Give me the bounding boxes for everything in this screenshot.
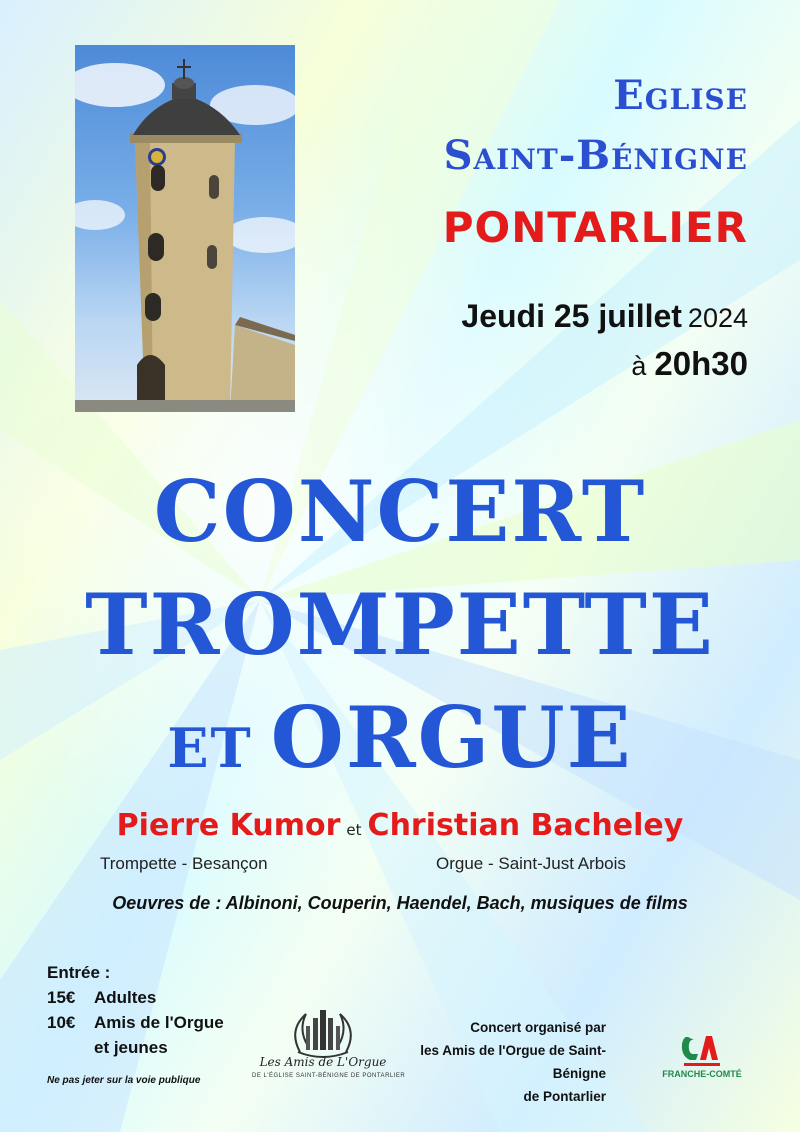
artist2-role: Orgue - Saint-Just Arbois [436, 854, 626, 873]
title-line1: CONCERT [153, 462, 647, 561]
artist1-name: Pierre Kumor [116, 808, 341, 843]
title-line3-big: ORGUE [270, 688, 633, 787]
time-prefix: à [631, 351, 647, 381]
title-line2: TROMPETTE [85, 575, 715, 674]
date-year: 2024 [687, 303, 748, 333]
price-category: Adultes [94, 988, 157, 1007]
organizer-line3: de Pontarlier [523, 1089, 606, 1104]
organizer-block [370, 1016, 606, 1108]
bank-region: FRANCHE-COMTÉ [662, 1069, 742, 1079]
artists-line [0, 808, 800, 843]
price-value: 10€ [47, 1013, 76, 1032]
venue-line2: Saint-Bénigne [443, 132, 748, 179]
price-value: 15€ [47, 988, 76, 1007]
price-row [47, 985, 224, 1010]
date-main: Jeudi 25 juillet [461, 298, 682, 334]
venue-city: PONTARLIER [442, 203, 748, 252]
entry-prices [47, 960, 224, 1060]
artists-joiner: et [346, 821, 362, 839]
organizer-line1: Concert organisé par [470, 1020, 606, 1035]
title-line3-small: ET [167, 716, 253, 780]
venue-line1: Eglise [613, 72, 748, 119]
time-value: 20h30 [654, 345, 748, 382]
disposal-notice: Ne pas jeter sur la voie publique [47, 1075, 201, 1086]
artist1-role: Trompette - Besançon [100, 854, 268, 873]
price-category: Amis de l'Orgue [94, 1013, 224, 1032]
event-time [631, 345, 748, 383]
price-category-extra: et jeunes [94, 1038, 168, 1057]
logo-script-text: Les Amis de L'Orgue [259, 1055, 387, 1069]
logo-subtitle: DE L'ÉGLISE SAINT-BÉNIGNE DE PONTARLIER [252, 1073, 406, 1079]
title-line3 [0, 688, 800, 787]
price-row [47, 1010, 224, 1035]
event-date [461, 298, 748, 335]
artist2-name: Christian Bacheley [367, 808, 684, 843]
church-photo [75, 45, 295, 412]
organizer-line2: les Amis de l'Orgue de Saint-Bénigne [420, 1043, 606, 1081]
entry-label: Entrée : [47, 963, 111, 982]
works-list: Oeuvres de : Albinoni, Couperin, Haendel, Bach, musiques de films [112, 893, 688, 913]
